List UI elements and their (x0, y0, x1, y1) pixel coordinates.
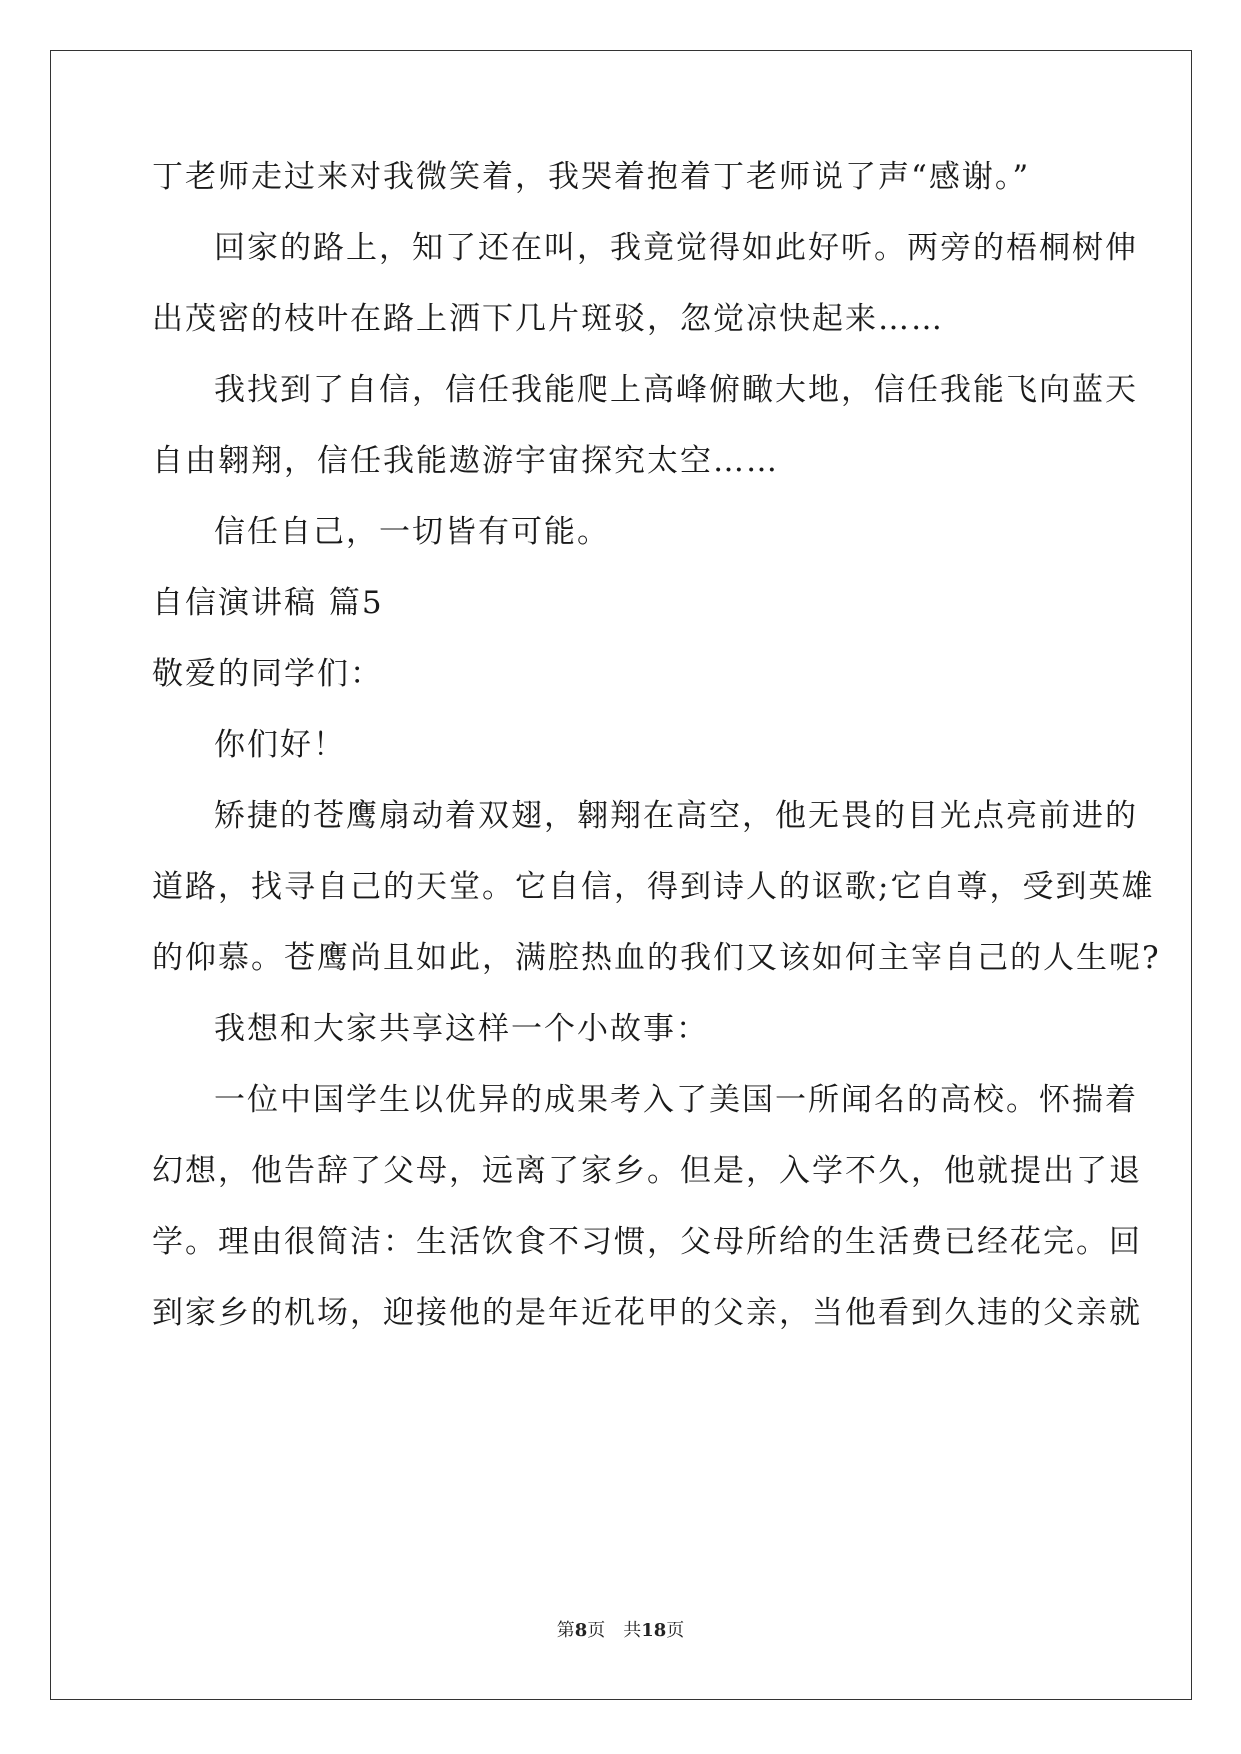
salutation: 敬爱的同学们： (152, 656, 383, 692)
page-total: 18 (641, 1620, 667, 1641)
text-line: 回家的路上，知了还在叫，我竟觉得如此好听。两旁的梧桐树伸 (214, 230, 1138, 266)
text-line: 丁老师走过来对我微笑着，我哭着抱着丁老师说了声“感谢。” (152, 159, 1031, 195)
page-prefix: 第 (556, 1620, 575, 1641)
text-line: 矫捷的苍鹰扇动着双翅，翱翔在高空，他无畏的目光点亮前进的 (214, 798, 1138, 834)
text-line: 一位中国学生以优异的成果考入了美国一所闻名的高校。怀揣着 (214, 1082, 1138, 1118)
text-line: 我找到了自信，信任我能爬上高峰俯瞰大地，信任我能飞向蓝天 (214, 372, 1138, 408)
text-line: 道路，找寻自己的天堂。它自信，得到诗人的讴歌;它自尊，受到英雄 (152, 869, 1155, 905)
text-line: 自由翱翔，信任我能遨游宇宙探究太空…… (152, 443, 779, 479)
text-line: 我想和大家共享这样一个小故事： (214, 1011, 709, 1047)
text-line: 的仰慕。苍鹰尚且如此，满腔热血的我们又该如何主宰自己的人生呢? (152, 940, 1161, 976)
page-suffix: 页 (587, 1620, 606, 1641)
page-footer (0, 1616, 1241, 1642)
page-number: 8 (574, 1620, 588, 1641)
text-line: 到家乡的机场，迎接他的是年近花甲的父亲，当他看到久违的父亲就 (152, 1295, 1142, 1331)
greeting: 你们好！ (214, 727, 346, 763)
text-line: 学。理由很简洁：生活饮食不习惯，父母所给的生活费已经花完。回 (152, 1224, 1142, 1260)
total-suffix: 页 (666, 1620, 685, 1641)
text-line: 出茂密的枝叶在路上洒下几片斑驳，忽觉凉快起来…… (152, 301, 944, 337)
section-heading: 自信演讲稿 篇5 (152, 585, 384, 621)
text-line: 信任自己，一切皆有可能。 (214, 514, 610, 550)
total-prefix: 共 (623, 1620, 642, 1641)
text-line: 幻想，他告辞了父母，远离了家乡。但是，入学不久，他就提出了退 (152, 1153, 1142, 1189)
